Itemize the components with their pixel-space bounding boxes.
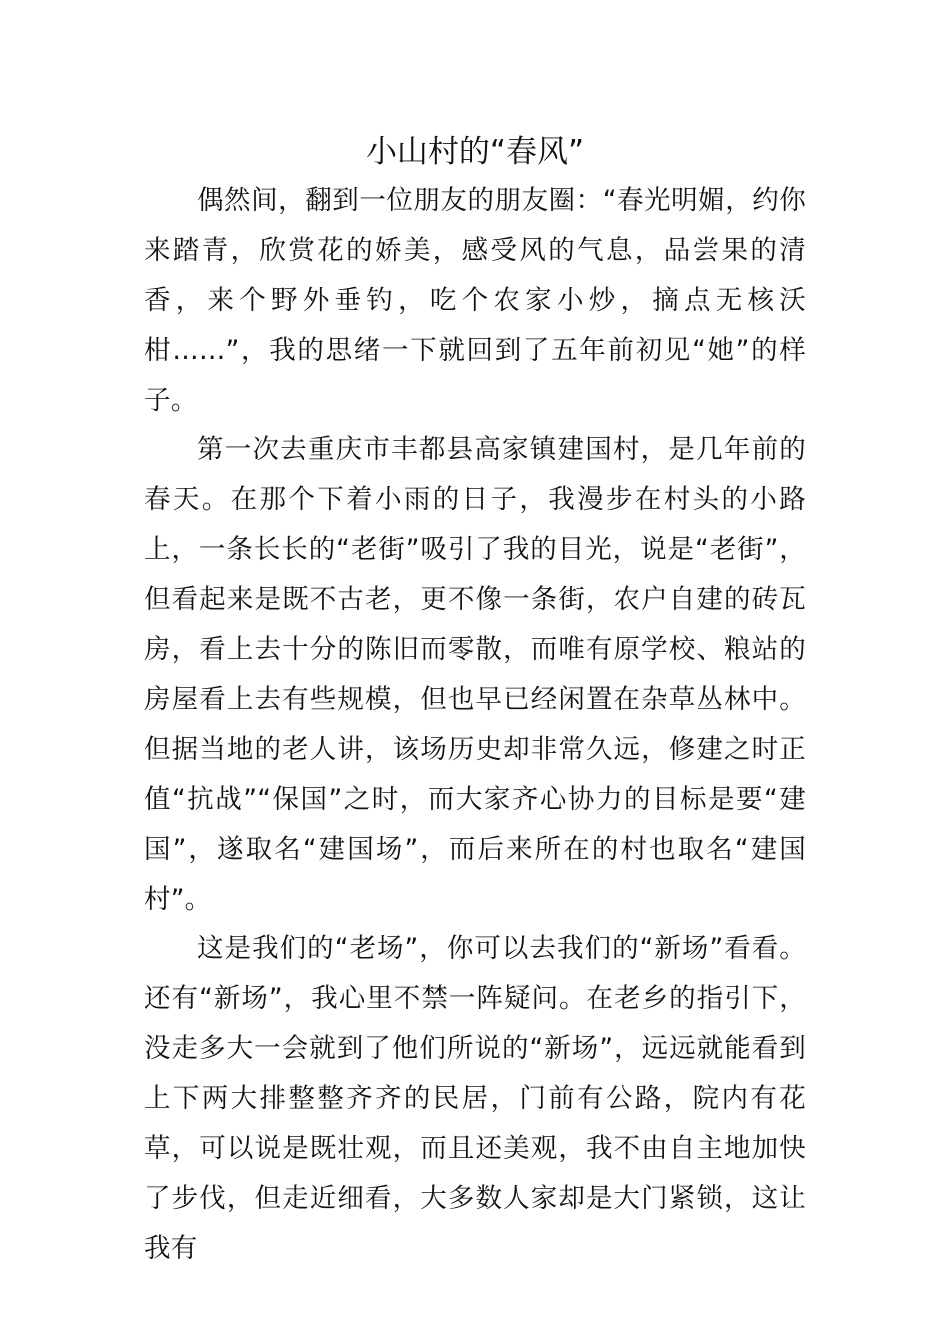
document-title: 小山村的“春风”: [365, 134, 585, 170]
paragraph-2: 第一次去重庆市丰都县高家镇建国村，是几年前的春天。在那个下着小雨的日子，我漫步在村头的小路上，一条长长的“老街”吸引了我的目光，说是“老街”，但看起来是既不古老，更不像一条街，农户自建的砖瓦房，看上去十分的陈旧而零散，而唯有原学校、粮站的房屋看上去有些规模，但也早已经闲置在杂草丛林中。但据当地的老人讲，该场历史却非常久远，修建之时正值“抗战”“保国”之时，而大家齐心协力的目标是要“建国”，遂取名“建国场”，而后来所在的村也取名“建国村”。: [144, 434, 806, 915]
paragraph-1: 偶然间，翻到一位朋友的朋友圈：“春光明媚，约你来踏青，欣赏花的娇美，感受风的气息，品尝果的清香，来个野外垂钓，吃个农家小炒，摘点无核沃柑……”，我的思绪一下就回到了五年前初见“她”的样子。: [144, 185, 806, 416]
paragraph-3: 这是我们的“老场”，你可以去我们的“新场”看看。还有“新场”，我心里不禁一阵疑问。在老乡的指引下，没走多大一会就到了他们所说的“新场”，远远就能看到上下两大排整整齐齐的民居，门前有公路，院内有花草，可以说是既壮观，而且还美观，我不由自主地加快了步伐，但走近细看，大多数人家却是大门紧锁，这让我有: [144, 933, 806, 1264]
